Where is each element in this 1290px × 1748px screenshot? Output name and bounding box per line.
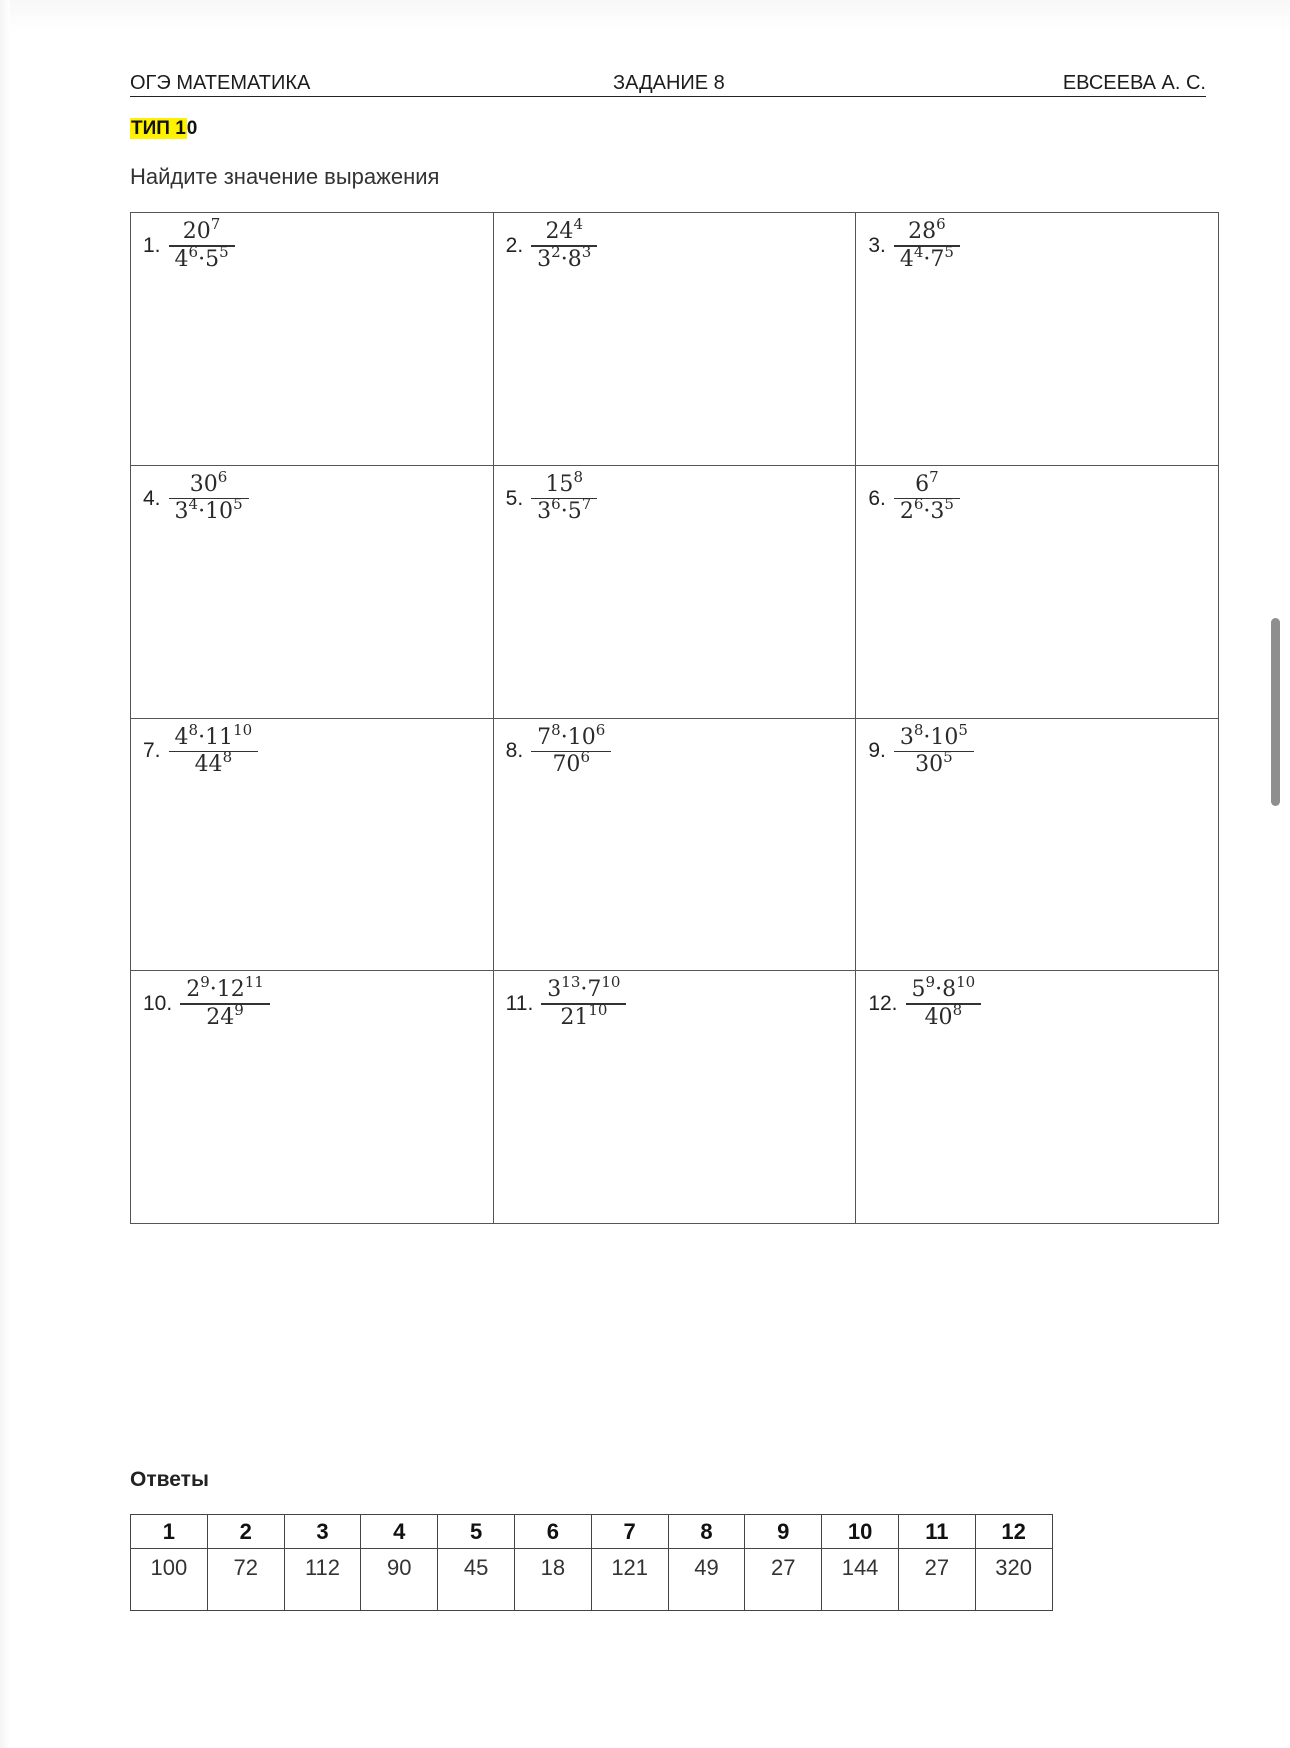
problem-cell bbox=[493, 971, 856, 1224]
problems-row bbox=[131, 213, 1219, 466]
fraction bbox=[531, 215, 597, 273]
power-exponent: 4 bbox=[188, 495, 199, 514]
type-label-rest: 0 bbox=[186, 118, 198, 139]
fraction-denominator bbox=[909, 748, 959, 778]
problem-expression bbox=[868, 973, 981, 1031]
problem-expression bbox=[868, 467, 960, 526]
multiply-dot: · bbox=[923, 246, 931, 272]
answer-value-cell: 112 bbox=[284, 1549, 361, 1611]
problem-expression bbox=[505, 215, 598, 273]
answer-header-cell: 11 bbox=[898, 1515, 975, 1549]
power-exponent: 6 bbox=[595, 720, 606, 739]
power-base: 10 bbox=[930, 724, 959, 750]
header-underline bbox=[130, 96, 1206, 97]
power-exponent: 6 bbox=[551, 495, 561, 514]
power-base: 3 bbox=[174, 499, 189, 525]
power-exponent: 11 bbox=[244, 973, 264, 992]
problem-expression bbox=[143, 215, 235, 273]
fraction-numerator bbox=[531, 720, 611, 751]
power-exponent: 13 bbox=[561, 973, 581, 992]
fraction-numerator bbox=[909, 467, 945, 498]
header-author: ЕВСЕЕВА А. С. bbox=[1062, 72, 1206, 94]
answers-values-row bbox=[131, 1549, 1053, 1611]
answer-value-cell: 121 bbox=[591, 1549, 668, 1611]
power-exponent: 6 bbox=[580, 748, 590, 766]
problem-number: 5. bbox=[505, 486, 524, 510]
fraction bbox=[541, 973, 626, 1031]
power-base: 3 bbox=[547, 977, 562, 1003]
problem-number: 6. bbox=[868, 486, 886, 510]
fraction-numerator bbox=[539, 467, 589, 498]
power-exponent: 7 bbox=[581, 495, 592, 514]
problem-expression bbox=[143, 467, 249, 526]
power-base: 5 bbox=[911, 977, 926, 1003]
fraction-denominator bbox=[919, 1000, 969, 1031]
power-exponent: 2 bbox=[551, 242, 561, 261]
power-base: 3 bbox=[537, 246, 552, 272]
problem-cell bbox=[856, 718, 1219, 971]
power-base: 21 bbox=[560, 1004, 589, 1030]
power-exponent: 10 bbox=[956, 973, 976, 992]
fraction-numerator bbox=[177, 215, 227, 245]
answer-header-cell: 1 bbox=[131, 1515, 208, 1549]
power-exponent: 7 bbox=[929, 467, 939, 486]
problem-number: 2. bbox=[505, 233, 524, 257]
fraction-numerator bbox=[169, 720, 259, 751]
power-exponent: 5 bbox=[958, 720, 968, 739]
fraction-denominator bbox=[531, 495, 597, 525]
header-subject: ОГЭ МАТЕМАТИКА bbox=[130, 72, 311, 94]
problem-expression bbox=[868, 215, 960, 273]
problem-expression bbox=[868, 720, 974, 779]
problem-cell bbox=[856, 465, 1219, 718]
answer-header-cell: 10 bbox=[822, 1515, 899, 1549]
power-base: 4 bbox=[174, 246, 189, 272]
power-base: 3 bbox=[537, 499, 552, 525]
fraction bbox=[906, 973, 982, 1031]
power-base: 3 bbox=[930, 499, 945, 525]
answer-value-cell: 49 bbox=[668, 1549, 745, 1611]
power-exponent: 8 bbox=[952, 1000, 963, 1019]
power-base: 70 bbox=[552, 752, 581, 777]
power-exponent: 4 bbox=[573, 215, 583, 233]
answer-value-cell: 27 bbox=[898, 1549, 975, 1611]
power-exponent: 5 bbox=[944, 242, 954, 261]
problem-cell bbox=[131, 213, 494, 466]
power-base: 7 bbox=[930, 246, 945, 272]
multiply-dot: · bbox=[560, 724, 568, 750]
type-label bbox=[130, 118, 197, 140]
header-task: ЗАДАНИЕ 8 bbox=[613, 72, 725, 94]
multiply-dot: · bbox=[198, 499, 206, 525]
power-exponent: 9 bbox=[234, 1000, 244, 1019]
fraction-numerator bbox=[902, 215, 952, 245]
problem-expression bbox=[505, 973, 627, 1031]
problem-number: 9. bbox=[868, 739, 886, 763]
answers-header-row bbox=[131, 1515, 1053, 1549]
fraction-numerator bbox=[539, 215, 589, 245]
power-exponent: 6 bbox=[936, 215, 946, 233]
power-exponent: 6 bbox=[913, 495, 924, 514]
power-base: 40 bbox=[924, 1004, 953, 1030]
multiply-dot: · bbox=[923, 499, 931, 525]
fraction-denominator bbox=[189, 748, 239, 778]
power-base: 20 bbox=[182, 219, 211, 244]
answers-title: Ответы bbox=[130, 1468, 209, 1491]
power-exponent: 8 bbox=[551, 720, 561, 739]
power-exponent: 5 bbox=[944, 495, 954, 514]
power-base: 7 bbox=[587, 977, 602, 1003]
problem-number: 10. bbox=[143, 992, 173, 1015]
multiply-dot: · bbox=[580, 977, 588, 1003]
power-base: 4 bbox=[174, 724, 189, 750]
problem-number: 4. bbox=[143, 486, 161, 510]
power-base: 15 bbox=[545, 471, 574, 497]
power-exponent: 8 bbox=[222, 748, 233, 766]
page-top-edge bbox=[0, 0, 1290, 34]
fraction bbox=[169, 215, 235, 273]
problems-row bbox=[131, 465, 1219, 718]
power-exponent: 10 bbox=[588, 1000, 608, 1019]
problem-number: 11. bbox=[505, 992, 534, 1015]
fraction bbox=[169, 720, 259, 779]
fraction-denominator bbox=[200, 1000, 250, 1031]
fraction-numerator bbox=[184, 467, 234, 498]
fraction bbox=[531, 467, 597, 526]
answer-header-cell: 2 bbox=[207, 1515, 284, 1549]
fraction bbox=[180, 973, 270, 1031]
power-exponent: 10 bbox=[233, 720, 253, 739]
power-base: 7 bbox=[537, 724, 552, 750]
multiply-dot: · bbox=[560, 499, 568, 525]
problem-cell bbox=[493, 718, 856, 971]
problem-cell bbox=[856, 213, 1219, 466]
multiply-dot: · bbox=[560, 246, 568, 272]
power-base: 8 bbox=[567, 246, 582, 272]
problem-expression bbox=[143, 720, 258, 779]
power-base: 10 bbox=[205, 499, 234, 525]
fraction-numerator bbox=[180, 973, 270, 1003]
answer-value-cell: 18 bbox=[514, 1549, 591, 1611]
fraction bbox=[894, 720, 974, 779]
problems-grid bbox=[130, 212, 1219, 1224]
fraction-denominator bbox=[169, 242, 235, 273]
power-base: 24 bbox=[206, 1004, 235, 1030]
power-exponent: 6 bbox=[188, 242, 199, 261]
fraction-numerator bbox=[894, 720, 974, 751]
power-base: 6 bbox=[915, 471, 930, 497]
problem-cell bbox=[856, 971, 1219, 1224]
power-base: 2 bbox=[899, 499, 914, 525]
power-base: 8 bbox=[942, 977, 957, 1003]
multiply-dot: · bbox=[935, 977, 943, 1003]
answer-value-cell: 144 bbox=[822, 1549, 899, 1611]
answer-header-cell: 6 bbox=[514, 1515, 591, 1549]
power-base: 5 bbox=[205, 246, 220, 272]
power-exponent: 5 bbox=[233, 495, 243, 514]
answer-value-cell: 45 bbox=[438, 1549, 515, 1611]
fraction-denominator bbox=[169, 495, 249, 525]
problem-number: 12. bbox=[868, 992, 898, 1015]
answer-value-cell: 90 bbox=[361, 1549, 438, 1611]
answer-value-cell: 100 bbox=[131, 1549, 208, 1611]
multiply-dot: · bbox=[209, 977, 217, 1003]
problem-number: 7. bbox=[143, 739, 161, 763]
problem-expression bbox=[505, 720, 612, 779]
power-base: 10 bbox=[567, 724, 596, 750]
problem-number: 3. bbox=[868, 233, 886, 257]
power-base: 5 bbox=[567, 499, 582, 525]
answer-header-cell: 8 bbox=[668, 1515, 745, 1549]
fraction-numerator bbox=[541, 973, 626, 1003]
page-left-edge bbox=[0, 0, 10, 1748]
power-exponent: 8 bbox=[913, 720, 924, 739]
multiply-dot: · bbox=[923, 724, 931, 750]
fraction-numerator bbox=[906, 973, 982, 1003]
scrollbar-thumb[interactable] bbox=[1271, 618, 1280, 806]
power-exponent: 9 bbox=[925, 973, 936, 992]
power-base: 44 bbox=[194, 752, 223, 777]
power-exponent: 8 bbox=[573, 467, 583, 486]
power-exponent: 5 bbox=[943, 748, 953, 766]
problem-cell bbox=[131, 718, 494, 971]
power-base: 12 bbox=[216, 977, 245, 1003]
multiply-dot: · bbox=[198, 246, 206, 272]
problems-row bbox=[131, 971, 1219, 1224]
answer-header-cell: 3 bbox=[284, 1515, 361, 1549]
fraction bbox=[894, 215, 960, 273]
fraction-denominator bbox=[554, 1000, 613, 1031]
problem-number: 8. bbox=[505, 739, 524, 763]
power-exponent: 3 bbox=[581, 242, 592, 261]
power-base: 28 bbox=[908, 219, 937, 244]
power-exponent: 10 bbox=[601, 973, 621, 992]
problem-number: 1. bbox=[143, 233, 161, 257]
power-base: 4 bbox=[899, 246, 914, 272]
answer-header-cell: 7 bbox=[591, 1515, 668, 1549]
answer-value-cell: 320 bbox=[975, 1549, 1052, 1611]
power-base: 11 bbox=[205, 724, 234, 750]
power-exponent: 9 bbox=[200, 973, 210, 992]
power-base: 3 bbox=[899, 724, 914, 750]
power-base: 30 bbox=[915, 752, 944, 777]
problems-row bbox=[131, 718, 1219, 971]
fraction bbox=[894, 467, 960, 526]
fraction bbox=[531, 720, 611, 779]
problem-expression bbox=[143, 973, 270, 1031]
fraction-denominator bbox=[894, 495, 960, 525]
problem-cell bbox=[131, 465, 494, 718]
answer-value-cell: 72 bbox=[207, 1549, 284, 1611]
power-base: 2 bbox=[186, 977, 201, 1003]
power-exponent: 8 bbox=[188, 720, 199, 739]
power-exponent: 6 bbox=[217, 467, 228, 486]
power-exponent: 7 bbox=[210, 215, 221, 233]
fraction bbox=[169, 467, 249, 526]
power-exponent: 4 bbox=[913, 242, 924, 261]
answer-header-cell: 12 bbox=[975, 1515, 1052, 1549]
power-base: 30 bbox=[189, 471, 218, 497]
problem-expression bbox=[505, 467, 598, 526]
answers-table bbox=[130, 1514, 1053, 1611]
answer-header-cell: 9 bbox=[745, 1515, 822, 1549]
fraction-denominator bbox=[894, 242, 960, 273]
fraction-denominator bbox=[546, 748, 596, 778]
answer-header-cell: 5 bbox=[438, 1515, 515, 1549]
type-label-highlight: ТИП 1 bbox=[131, 118, 186, 139]
multiply-dot: · bbox=[198, 724, 206, 750]
answer-header-cell: 4 bbox=[361, 1515, 438, 1549]
instruction-text: Найдите значение выражения bbox=[130, 164, 440, 189]
fraction-denominator bbox=[531, 242, 597, 273]
page-header bbox=[130, 72, 1206, 98]
problem-cell bbox=[493, 465, 856, 718]
problem-cell bbox=[493, 213, 856, 466]
answer-value-cell: 27 bbox=[745, 1549, 822, 1611]
power-exponent: 5 bbox=[219, 242, 229, 261]
power-base: 24 bbox=[545, 219, 574, 244]
problem-cell bbox=[131, 971, 494, 1224]
